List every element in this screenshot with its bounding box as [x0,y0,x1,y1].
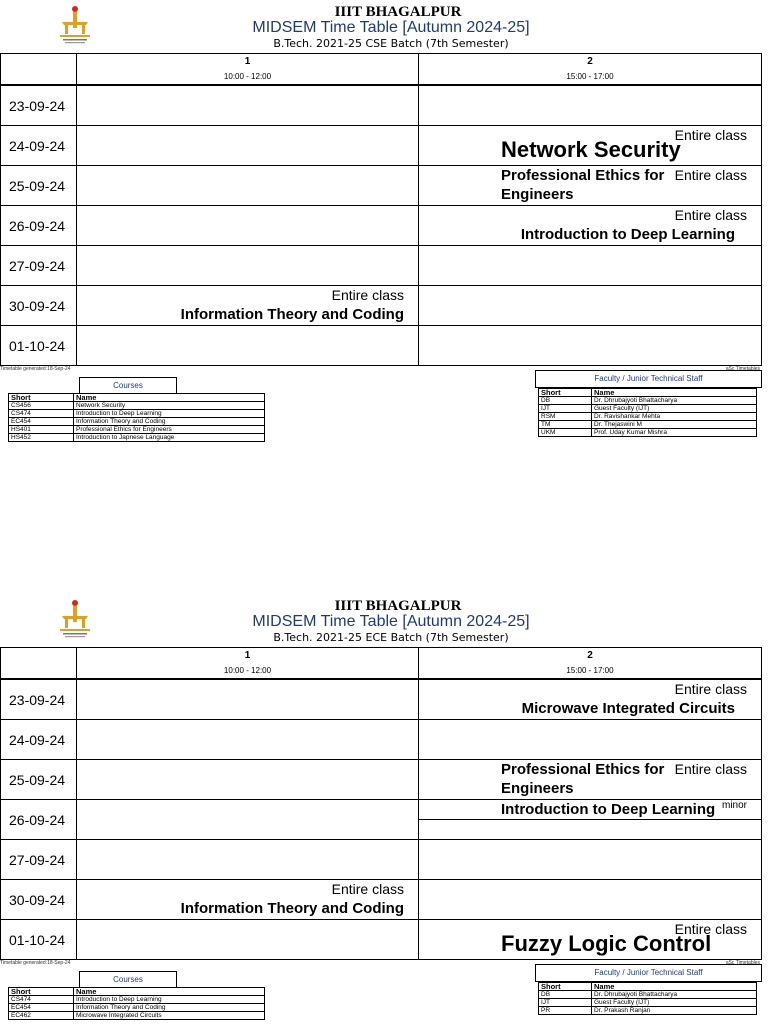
legend-header: Name [592,389,757,397]
course-name: Introduction to Deep Learning [501,801,716,818]
date-cell: 23-09-24 [1,679,77,720]
table-row [539,429,757,437]
slot-cell [77,166,419,206]
faculty-name: Dr. Ravishankar Mehta [592,413,757,421]
table-row [1,760,762,800]
course-code: HS452 [9,434,74,442]
table-row [9,418,265,426]
legend-header: Short [9,394,74,402]
slot-cell [77,800,419,840]
period-number: 1 [244,56,251,67]
group-note: Entire class [674,921,747,937]
table-row [539,405,757,413]
course-name: Fuzzy Logic Control [501,931,712,956]
generated-note: Timetable generated:18-Sep-24 [0,960,71,966]
date-cell: 25-09-24 [1,760,77,800]
date-cell: 30-09-24 [1,286,77,326]
table-row [539,421,757,429]
table-row [1,840,762,880]
date-cell: 24-09-24 [1,720,77,760]
period-time: 10:00 - 12:00 [223,72,272,81]
slot-cell [77,246,419,286]
slot-cell [419,126,762,166]
group-note: Entire class [331,881,404,897]
period-time: 15:00 - 17:00 [566,666,614,675]
slot-cell [77,206,419,246]
timetable-title: MIDSEM Time Table [Autumn 2024-25] [252,613,530,630]
faculty-code: TM [539,421,592,429]
slot-cell [77,720,419,760]
faculty-name: Guest Faculty (IJT) [592,405,757,413]
course-title: Microwave Integrated Circuits [74,1012,265,1020]
date-cell: 30-09-24 [1,880,77,920]
table-row [539,1007,757,1015]
timetable-title: MIDSEM Time Table [Autumn 2024-25] [252,19,530,36]
courses-legend-title: Courses [79,971,177,988]
timetable-grid [0,647,762,960]
group-note: minor [721,800,747,811]
date-cell: 01-10-24 [1,920,77,960]
legend-header: Name [592,983,757,991]
table-row [1,166,762,206]
faculty-legend-table [538,982,757,1015]
date-cell: 27-09-24 [1,246,77,286]
table-row [9,1012,265,1020]
date-cell: 25-09-24 [1,166,77,206]
period-time: 15:00 - 17:00 [566,72,614,81]
course-title: Introduction to Deep Learning [74,410,265,418]
date-cell: 01-10-24 [1,326,77,366]
period-number: 2 [587,56,593,67]
group-note: Entire class [674,761,747,777]
faculty-legend-table [538,388,757,437]
slot-cell [77,85,419,126]
table-row [539,991,757,999]
group-note: Entire class [674,167,747,183]
course-title: Introduction to Japnese Language [74,434,265,442]
table-row [1,85,762,126]
batch-label: B.Tech. 2021-25 CSE Batch (7th Semester) [273,37,509,50]
course-code: HS401 [9,426,74,434]
faculty-code: DB [539,991,592,999]
faculty-legend-title: Faculty / Junior Technical Staff [535,964,762,982]
table-row [1,880,762,920]
date-cell: 23-09-24 [1,85,77,126]
courses-legend-table [8,393,265,442]
table-row [9,426,265,434]
table-row [9,434,265,442]
table-row [9,410,265,418]
period-time: 10:00 - 12:00 [223,666,272,675]
slot-cell [77,679,419,720]
table-row [1,720,762,760]
slot-cell [77,286,419,326]
course-name: Professional Ethics for Engineers [501,761,665,797]
faculty-code: IJT [539,405,592,413]
table-row [1,800,762,840]
group-note: Entire class [331,287,404,303]
course-code: CS474 [9,996,74,1004]
slot-cell [419,760,762,800]
slot-cell [77,126,419,166]
institute-name: IIIT BHAGALPUR [334,598,462,614]
legend-header: Short [539,983,592,991]
group-note: Entire class [674,207,747,223]
half-slot-divider [419,819,761,820]
table-row [539,413,757,421]
period-header-row [1,648,762,680]
period-header [77,54,419,86]
slot-cell [419,206,762,246]
period-header [419,648,762,680]
slot-cell [77,760,419,800]
slot-cell [419,286,762,326]
institute-name: IIIT BHAGALPUR [334,4,462,20]
group-note: Entire class [674,681,747,697]
faculty-name: Guest Faculty (IJT) [592,999,757,1007]
course-name: Professional Ethics for Engineers [501,167,665,203]
slot-cell [419,85,762,126]
period-header-row [1,54,762,86]
course-code: EC462 [9,1012,74,1020]
date-cell: 26-09-24 [1,800,77,840]
course-code: EC454 [9,418,74,426]
table-row [1,286,762,326]
course-name: Microwave Integrated Circuits [521,700,735,717]
faculty-legend-title: Faculty / Junior Technical Staff [535,370,762,388]
slot-cell [419,840,762,880]
table-row [1,326,762,366]
course-title: Information Theory and Coding [74,418,265,426]
slot-cell [419,800,762,840]
course-name: Introduction to Deep Learning [520,226,735,243]
slot-cell [419,880,762,920]
period-number: 1 [244,650,251,661]
faculty-name: Dr. Dhrubajyoti Bhattacharya [592,397,757,405]
table-row [9,996,265,1004]
corner-cell [1,54,77,86]
table-row [1,126,762,166]
course-title: Information Theory and Coding [74,1004,265,1012]
software-note: aSc Timetables [725,366,760,372]
table-row [1,206,762,246]
slot-cell [419,679,762,720]
slot-cell [419,920,762,960]
slot-cell [77,840,419,880]
legend-header: Short [539,389,592,397]
table-row [9,1004,265,1012]
date-cell: 26-09-24 [1,206,77,246]
course-code: EC454 [9,1004,74,1012]
batch-label: B.Tech. 2021-25 ECE Batch (7th Semester) [273,631,509,644]
faculty-code: RSM [539,413,592,421]
table-row [1,246,762,286]
faculty-code: IJT [539,999,592,1007]
legend-header: Name [74,394,265,402]
faculty-name: Dr. Dhrubajyoti Bhattacharya [592,991,757,999]
table-row [539,999,757,1007]
generated-note: Timetable generated:18-Sep-24 [0,366,71,372]
faculty-name: Dr. Prakash Ranjan [592,1007,757,1015]
group-note: Entire class [674,127,747,143]
table-row [1,920,762,960]
period-header [77,648,419,680]
table-row [539,397,757,405]
courses-legend-title: Courses [79,377,177,394]
legend-header: Short [9,988,74,996]
timetable-grid [0,53,762,366]
slot-cell [77,880,419,920]
course-name: Information Theory and Coding [180,306,404,323]
table-row [9,402,265,410]
course-code: CS474 [9,410,74,418]
course-name: Network Security [501,137,681,162]
legend-header: Name [74,988,265,996]
slot-cell [419,166,762,206]
period-number: 2 [587,650,593,661]
faculty-code: DB [539,397,592,405]
faculty-code: PR [539,1007,592,1015]
course-name: Information Theory and Coding [180,900,404,917]
course-title: Professional Ethics for Engineers [74,426,265,434]
slot-cell [77,920,419,960]
table-row [1,679,762,720]
faculty-code: UKM [539,429,592,437]
courses-legend-table [8,987,265,1020]
faculty-name: Prof. Uday Kumar Mishra [592,429,757,437]
course-title: Network Security [74,402,265,410]
slot-cell [419,720,762,760]
date-cell: 27-09-24 [1,840,77,880]
slot-cell [419,326,762,366]
slot-cell [77,326,419,366]
period-header [419,54,762,86]
course-title: Introduction to Deep Learning [74,996,265,1004]
date-cell: 24-09-24 [1,126,77,166]
course-code: CS456 [9,402,74,410]
software-note: aSc Timetables [725,960,760,966]
corner-cell [1,648,77,680]
faculty-name: Dr. Thejaswini M [592,421,757,429]
slot-cell [419,246,762,286]
